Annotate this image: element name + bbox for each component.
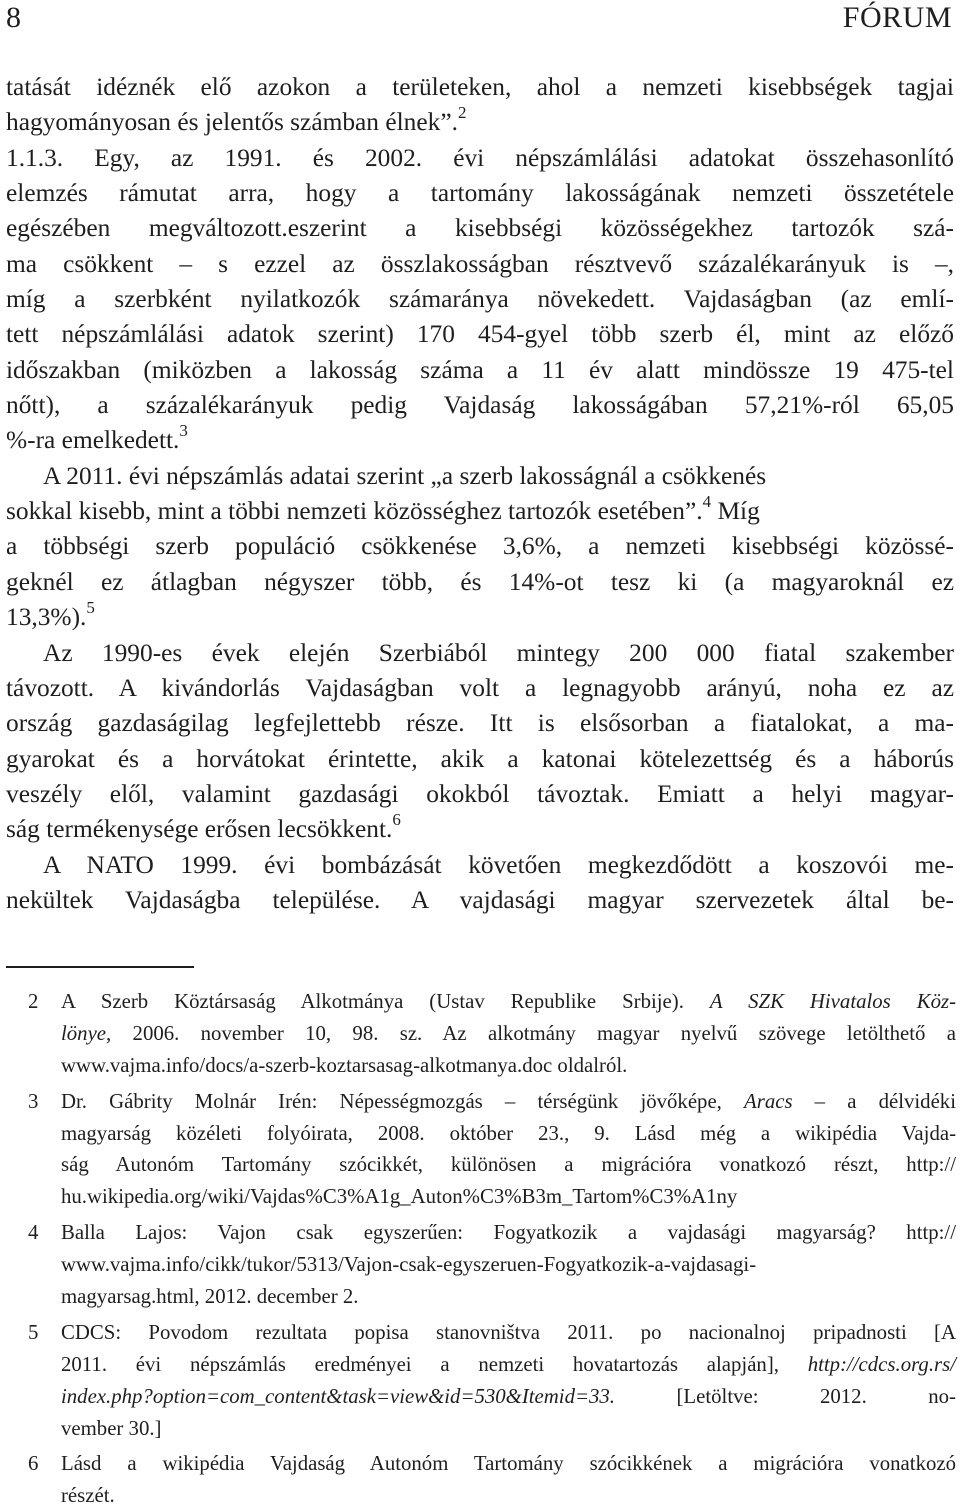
footnote-line: Dr. Gábrity Molnár Irén: Népességmozgás – térségünk jövőképe, Aracs – a délvidéki: [61, 1089, 956, 1113]
footnote-line: www.vajma.info/cikk/tukor/5313/Vajon-csak-egyszeruen-Fogyatkozik-a-vajdasagi-: [61, 1253, 757, 1277]
footnote-number: 6: [28, 1452, 39, 1476]
body-line: hagyományosan és jelentős számban élnek”.$^2$: [6, 102, 467, 137]
footnote-number: 4: [28, 1221, 39, 1245]
body-line: ország gazdaságilag legfejlettebb része. Itt is elsősorban a fiatalokat, a ma-: [6, 709, 954, 738]
footnote-number: 5: [28, 1320, 39, 1344]
body-line: egészében megváltozott.eszerint a kisebbségi közösségekhez tartozók szá-: [6, 214, 954, 243]
footnote-line: Lásd a wikipédia Vajdaság Autonóm Tartomány szócikkének a migrációra vonatkozó: [61, 1452, 956, 1476]
body-line: A NATO 1999. évi bombázását követően megkezdődött a koszovói me-: [43, 850, 954, 879]
body-line: %-ra emelkedett.$^3$: [6, 420, 188, 455]
body-line: nekültek Vajdaságba települése. A vajdasági magyar szervezetek által be-: [6, 885, 954, 914]
body-line: időszakban (miközben a lakosság száma a 11 év alatt mindössze 19 475-tel: [6, 355, 954, 384]
footnote-line: www.vajma.info/docs/a-szerb-koztarsasag-alkotmanya.doc oldalról.: [61, 1053, 628, 1077]
footnotes: [6, 986, 956, 1512]
page-number: 8: [6, 1, 21, 34]
footnote-number: 3: [28, 1089, 39, 1113]
body-line: 1.1.3. Egy, az 1991. és 2002. évi népszámlálási adatokat összehasonlító: [6, 143, 954, 172]
footnote-ref: 3: [179, 420, 188, 440]
footnote-separator: [6, 966, 194, 968]
body-line: ma csökkent – s ezzel az összlakosságban résztvevő százalékarányuk is –,: [6, 249, 954, 278]
footnote-line: Balla Lajos: Vajon csak egyszerűen: Fogyatkozik a vajdasági magyarság? http://: [61, 1221, 956, 1245]
body-line: tatását idéznék elő azokon a területeken, ahol a nemzeti kisebbségek tagjai: [6, 73, 954, 101]
page-header: [0, 0, 960, 40]
footnote-line: A Szerb Köztársaság Alkotmánya (Ustav Republike Srbije). A SZK Hivatalos Köz-: [61, 990, 956, 1013]
footnote-6: [6, 1448, 956, 1512]
footnote-5: [6, 1317, 956, 1445]
footnote-ref: 2: [457, 102, 467, 122]
footnote-line: részét.: [61, 1484, 115, 1508]
body-line: nőtt), a százalékarányuk pedig Vajdaság lakosságában 57,21%-ról 65,05: [6, 391, 954, 420]
footnote-2: [6, 986, 956, 1082]
body-line: 13,3%).$^5$: [6, 597, 95, 632]
body-line: geknél ez átlagban négyszer több, és 14%-ot tesz ki (a magyaroknál ez: [6, 567, 954, 596]
footnote-ref: 4: [702, 491, 712, 511]
journal-title: FÓRUM: [842, 1, 952, 34]
footnote-line: ság Autonóm Tartomány szócikkét, különösen a migrációra vonatkozó részt, http://: [61, 1153, 956, 1177]
footnote-line: lönye, 2006. november 10, 98. sz. Az alkotmány magyar nyelvű szövege letölthető a: [61, 1021, 956, 1045]
body-line: tett népszámlálási adatok szerint) 170 454-gyel több szerb él, mint az előző: [6, 320, 954, 349]
footnote-ref: 6: [392, 809, 401, 829]
footnote-line: 2011. évi népszámlás eredményei a nemzeti hovatartozás alapján], http://cdcs.org.rs/: [61, 1352, 956, 1376]
body-line: sokkal kisebb, mint a többi nemzeti közösséghez tartozók esetében”.$^4$ Míg: [6, 491, 760, 526]
footnote-ref: 5: [86, 597, 95, 617]
body-line: a többségi szerb populáció csökkenése 3,6%, a nemzeti kisebbségi közössé-: [6, 532, 954, 561]
body-line: gyarokat és a horvátokat érintette, akik a katonai kötelezettség és a háborús: [6, 744, 954, 773]
body-line: A 2011. évi népszámlás adatai szerint „a szerb lakosságnál a csökkenés: [43, 461, 767, 490]
body-line: Az 1990-es évek elején Szerbiából mintegy 200 000 fiatal szakember: [43, 638, 954, 667]
footnote-line: vember 30.]: [61, 1416, 162, 1440]
main-text: [6, 70, 954, 918]
footnote-number: 2: [28, 990, 39, 1013]
footnote-3: [6, 1086, 956, 1214]
body-line: míg a szerbként nyilatkozók számaránya növekedett. Vajdaságban (az emlí-: [6, 285, 954, 314]
footnote-4: [6, 1217, 956, 1313]
body-line: veszély elől, valamint gazdasági okokból távoztak. Emiatt a helyi magyar-: [6, 779, 954, 808]
body-line: távozott. A kivándorlás Vajdaságban volt a legnagyobb arányú, noha ez az: [6, 673, 954, 702]
body-line: elemzés rámutat arra, hogy a tartomány lakosságának nemzeti összetétele: [6, 179, 954, 208]
footnote-line: hu.wikipedia.org/wiki/Vajdas%C3%A1g_Auton%C3%B3m_Tartom%C3%A1ny: [61, 1185, 738, 1209]
footnote-line: magyarsag.html, 2012. december 2.: [61, 1285, 359, 1309]
footnote-line: magyarság közéleti folyóirata, 2008. október 23., 9. Lásd még a wikipédia Vajda-: [61, 1121, 956, 1145]
footnote-line: index.php?option=com_content&task=view&id=530&Itemid=33. [Letöltve: 2012. no-: [61, 1384, 956, 1408]
footnote-line: CDCS: Povodom rezultata popisa stanovništva 2011. po nacionalnoj pripadnosti [A: [61, 1320, 956, 1344]
body-line: ság termékenysége erősen lecsökkent.$^6$: [6, 809, 401, 844]
